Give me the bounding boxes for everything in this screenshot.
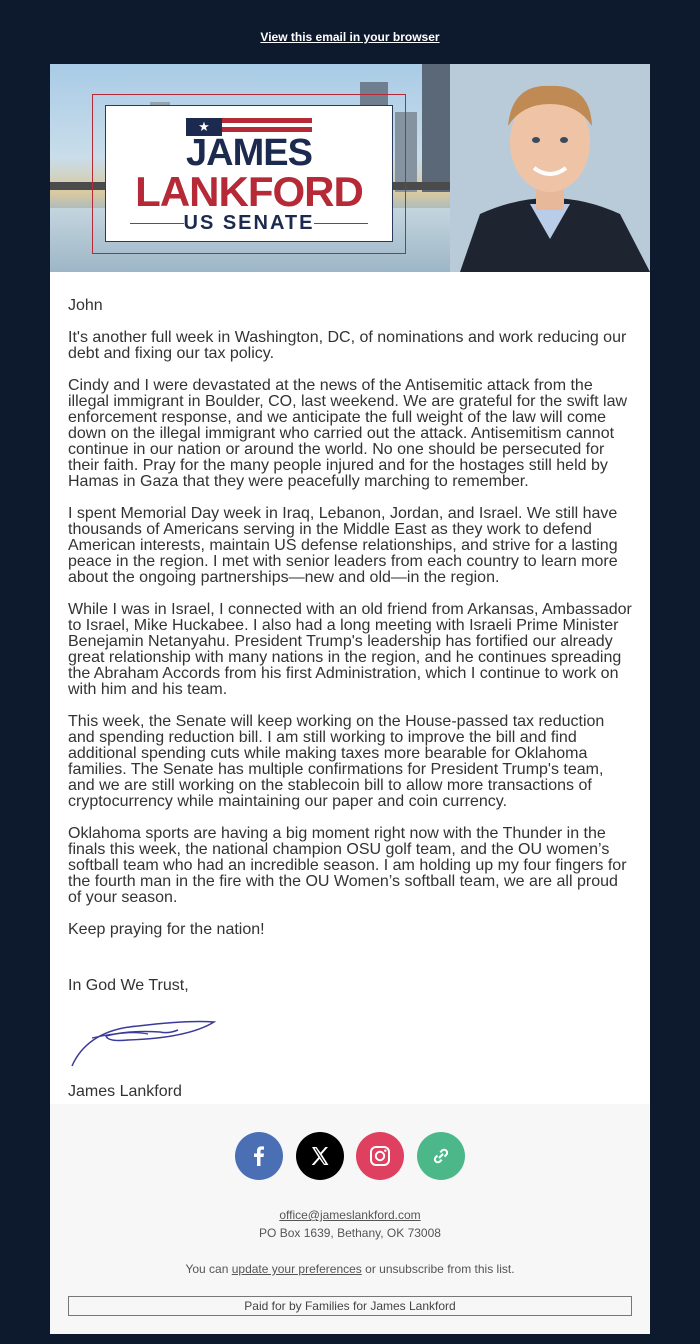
body-paragraph: Keep praying for the nation!	[68, 921, 265, 938]
signature-name: James Lankford	[68, 1083, 182, 1100]
logo-subtitle: US SENATE	[183, 212, 315, 234]
preferences-suffix: or unsubscribe from this list.	[361, 1262, 515, 1276]
body-paragraph: Oklahoma sports are having a big moment right now with the Thunder in the finals this week, the national champion OSU golf team, and the OU women’s softball team who had an incredible season. I am holding up my four fingers for the fourth man in the fire with the OU Women’s softball team, we are all proud of your season.	[68, 825, 627, 906]
logo-last-name: LANKFORD	[135, 168, 363, 215]
paid-for-disclaimer: Paid for by Families for James Lankford	[68, 1296, 632, 1316]
contact-email-link[interactable]: office@jameslankford.com	[279, 1208, 421, 1222]
oklahoma-flag-icon: ★	[186, 118, 312, 136]
social-links	[50, 1132, 650, 1180]
top-bar	[0, 0, 700, 64]
body-paragraph: While I was in Israel, I connected with an old friend from Arkansas, Ambassador to Israel, Mike Huckabee. I also had a long meeting with Israeli Prime Minister Benejamin Netanyahu. President Trump's leadership has fortified our already great relationship with many nations in the region, and he continues spreading the Abraham Accords from his first Administration, which I continue to work on with him and his team.	[68, 601, 632, 698]
update-preferences-link[interactable]: update your preferences	[231, 1262, 362, 1276]
email-footer	[50, 1104, 650, 1334]
preferences-text	[50, 1262, 650, 1276]
body-paragraph: I spent Memorial Day week in Iraq, Lebanon, Jordan, and Israel. We still have thousands of Americans serving in the Middle East as they work to defend American interests, maintain US defense relationships, and strive for a lasting peace in the region. I met with senior leaders from each country to learn more about the ongoing partnerships—new and old—in the region.	[68, 505, 618, 586]
facebook-icon[interactable]	[235, 1132, 283, 1180]
header-banner	[50, 64, 650, 272]
signoff: In God We Trust,	[68, 977, 189, 994]
body-paragraph: It's another full week in Washington, DC, of nominations and work reducing our debt and fixing our tax policy.	[68, 329, 627, 362]
x-icon[interactable]	[296, 1132, 344, 1180]
preferences-prefix: You can	[185, 1262, 232, 1276]
email-container	[50, 64, 650, 1334]
senator-portrait	[450, 64, 650, 272]
body-paragraph: This week, the Senate will keep working on the House-passed tax reduction and spending reduction bill. I am still working to improve the bill and find additional spending cuts while making taxes more bearable for Oklahoma families. The Senate has multiple confirmations for President Trump's team, and we are still working on the stablecoin bill to allow more transactions of cryptocurrency while maintaining our paper and coin currency.	[68, 713, 605, 810]
view-in-browser-link[interactable]: View this email in your browser	[260, 30, 440, 44]
link-icon[interactable]	[417, 1132, 465, 1180]
mailing-address: PO Box 1639, Bethany, OK 73008	[259, 1226, 441, 1240]
campaign-logo	[105, 105, 393, 242]
greeting: John	[68, 297, 103, 314]
body-paragraph: Cindy and I were devastated at the news of the Antisemitic attack from the illegal immigrant in Boulder, CO, last weekend. We are grateful for the swift law enforcement response, and we anticipate the full weight of the law will come down on the illegal immigrant who carried out the attack. Antisemitism cannot continue in our nation or around the world. No one should be persecuted for their faith. Pray for the many people injured and for the hostages still held by Hamas in Gaza that they were peacefully marching to remember.	[68, 377, 628, 490]
instagram-icon[interactable]	[356, 1132, 404, 1180]
email-body	[50, 272, 650, 1100]
logo-first-name: JAMES	[186, 132, 312, 174]
signature-image	[68, 1010, 228, 1070]
